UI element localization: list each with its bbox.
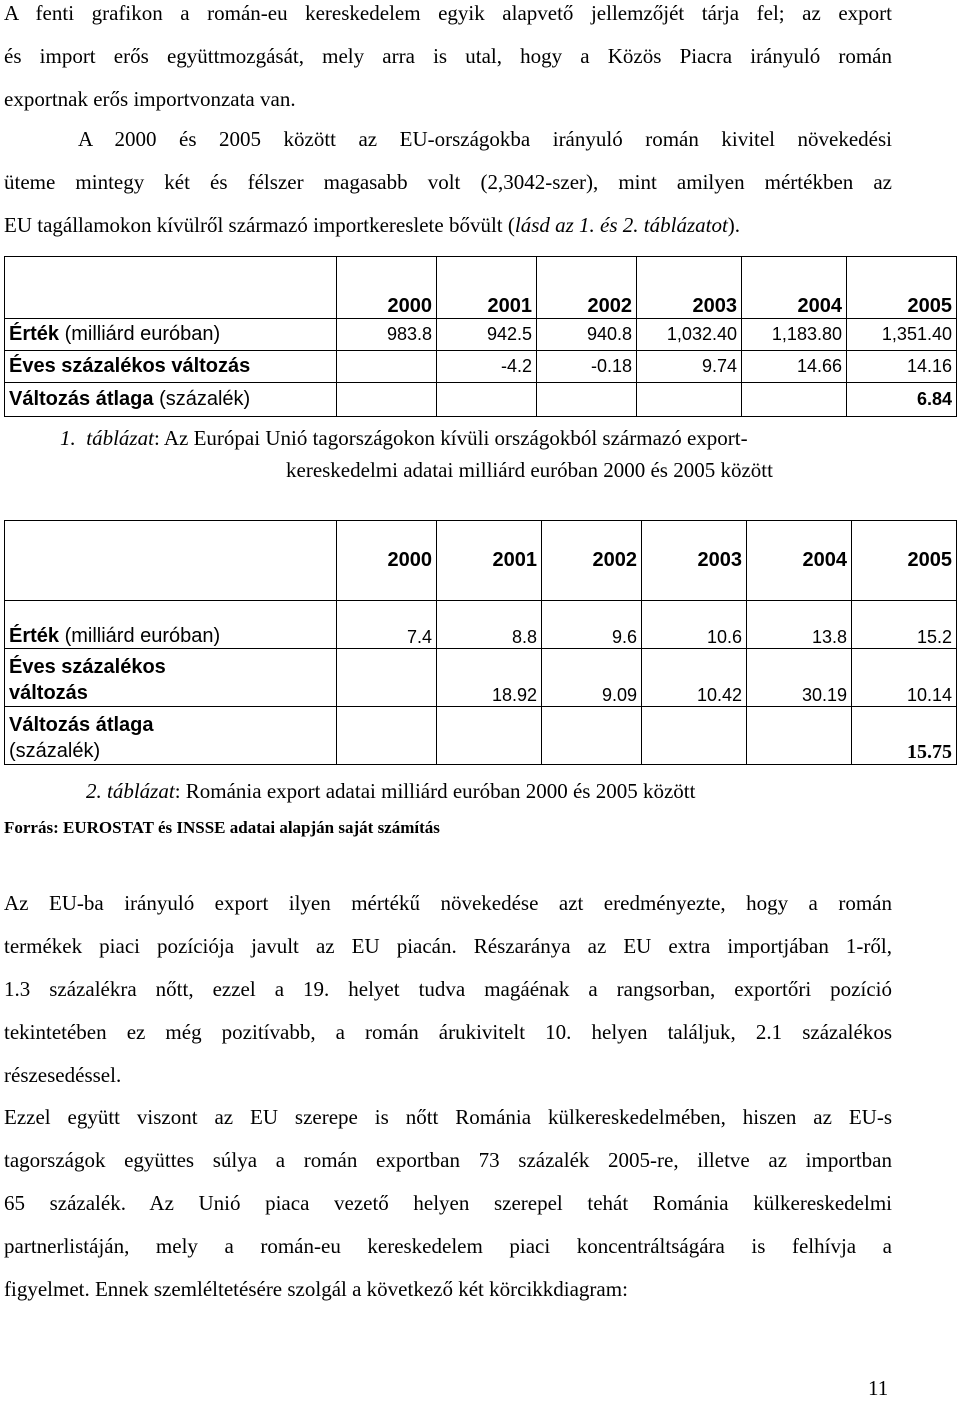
table-row <box>5 351 957 383</box>
table-cell: 14.16 <box>847 351 957 383</box>
row-label: Változás átlaga (százalék) <box>5 707 337 765</box>
table-cell <box>742 383 847 417</box>
row-label: Változás átlaga (százalék) <box>5 383 337 417</box>
table-cell: 10.42 <box>642 649 747 707</box>
text-line: partnerlistáján, mely a román-eu kereskedelem piaci koncentráltságára is felhívja a <box>4 1234 892 1258</box>
caption-line: 2. táblázat: Románia export adatai milliárd euróban 2000 és 2005 között <box>86 779 696 803</box>
table-header-row <box>5 257 957 319</box>
text-line: és import erős együttmozgását, mely arra is utal, hogy a Közös Piacra irányuló román <box>4 44 892 68</box>
table-cell: 15.75 <box>852 707 957 765</box>
year-header: 2004 <box>742 257 847 319</box>
table-cell: 10.6 <box>642 601 747 649</box>
table-cell: 9.09 <box>542 649 642 707</box>
row-label: Éves százalékos változás <box>5 351 337 383</box>
page-number: 11 <box>868 1376 889 1400</box>
table-cell: 6.84 <box>847 383 957 417</box>
table-cell <box>337 707 437 765</box>
text-line: részesedéssel. <box>4 1063 122 1087</box>
table-cell: 1,351.40 <box>847 319 957 351</box>
table-cell <box>747 707 852 765</box>
caption-line: kereskedelmi adatai milliárd euróban 2000 és 2005 között <box>286 458 773 482</box>
text-line: tekintetében ez még pozitívabb, a román árukivitelt 10. helyen találjuk, 2.1 százalékos <box>4 1020 892 1044</box>
eu-role-paragraph <box>4 1096 892 1311</box>
text-line: EU tagállamokon kívülről származó importkereslete bővült (lásd az 1. és 2. táblázatot). <box>4 213 741 237</box>
year-header: 2005 <box>847 257 957 319</box>
table-cell: 15.2 <box>852 601 957 649</box>
text-line: 65 százalék. Az Unió piaca vezető helyen szerepel tehát Románia külkereskedelmi <box>4 1191 892 1215</box>
text-line: termékek piaci pozíciója javult az EU piacán. Részaránya az EU extra importjában 1-ről, <box>4 934 892 958</box>
header-blank-cell <box>5 257 337 319</box>
text-line: A 2000 és 2005 között az EU-országokba irányuló román kivitel növekedési <box>78 127 892 151</box>
year-header: 2004 <box>747 521 852 601</box>
table-reference: lásd az 1. és 2. táblázatot <box>514 213 728 237</box>
table-cell <box>437 383 537 417</box>
text-line: Az EU-ba irányuló export ilyen mértékű növekedése azt eredményezte, hogy a román <box>4 891 892 915</box>
table-cell: 942.5 <box>437 319 537 351</box>
table-cell: -0.18 <box>537 351 637 383</box>
growth-paragraph <box>4 118 892 247</box>
table-cell <box>337 351 437 383</box>
row-label: Éves százalékos változás <box>5 649 337 707</box>
text-line: 1.3 százalékra nőtt, ezzel a 19. helyet tudva magáénak a rangsorban, exportőri pozíció <box>4 977 892 1001</box>
table-cell: -4.2 <box>437 351 537 383</box>
table-cell: 13.8 <box>747 601 852 649</box>
table-cell: 9.74 <box>637 351 742 383</box>
table1-caption <box>60 422 880 486</box>
row-label: Érték (milliárd euróban) <box>5 319 337 351</box>
table-cell: 983.8 <box>337 319 437 351</box>
intro-paragraph <box>4 0 892 121</box>
table-row <box>5 319 957 351</box>
text-line: exportnak erős importvonzata van. <box>4 87 296 111</box>
caption-line: 1. táblázat: Az Európai Unió tagországokon kívüli országokból származó export- <box>60 426 748 450</box>
table-cell: 10.14 <box>852 649 957 707</box>
year-header: 2003 <box>642 521 747 601</box>
export-growth-paragraph <box>4 882 892 1097</box>
header-blank-cell <box>5 521 337 601</box>
table-cell <box>337 649 437 707</box>
year-header: 2002 <box>542 521 642 601</box>
table-cell: 1,032.40 <box>637 319 742 351</box>
table-cell: 8.8 <box>437 601 542 649</box>
table-cell: 18.92 <box>437 649 542 707</box>
table-cell <box>337 383 437 417</box>
year-header: 2003 <box>637 257 742 319</box>
table-cell <box>437 707 542 765</box>
year-header: 2000 <box>337 521 437 601</box>
year-header: 2005 <box>852 521 957 601</box>
year-header: 2002 <box>537 257 637 319</box>
table-row <box>5 601 957 649</box>
romania-export-table <box>4 520 957 765</box>
text-line: A fenti grafikon a román-eu kereskedelem egyik alapvető jellemzőjét tárja fel; az export <box>4 1 892 25</box>
table-cell <box>642 707 747 765</box>
table-row <box>5 707 957 765</box>
table-header-row <box>5 521 957 601</box>
text-line: figyelmet. Ennek szemléltetésére szolgál a következő két körcikkdiagram: <box>4 1277 628 1301</box>
text-line: Ezzel együtt viszont az EU szerepe is nőtt Románia külkereskedelmében, hiszen az EU-s <box>4 1105 892 1129</box>
table-cell: 1,183.80 <box>742 319 847 351</box>
text-line: üteme mintegy két és félszer magasabb volt (2,3042-szer), mint amilyen mértékben az <box>4 170 892 194</box>
table-cell: 7.4 <box>337 601 437 649</box>
table-cell: 9.6 <box>542 601 642 649</box>
table-cell <box>637 383 742 417</box>
text-line: tagországok együttes súlya a román exportban 73 százalék 2005-re, illetve az importban <box>4 1148 892 1172</box>
eu-external-export-table <box>4 256 957 417</box>
table-cell: 30.19 <box>747 649 852 707</box>
table-cell: 14.66 <box>742 351 847 383</box>
row-label: Érték (milliárd euróban) <box>5 601 337 649</box>
year-header: 2001 <box>437 257 537 319</box>
table2-caption <box>86 775 886 807</box>
table-row <box>5 649 957 707</box>
year-header: 2001 <box>437 521 542 601</box>
table-cell <box>542 707 642 765</box>
table-row <box>5 383 957 417</box>
table-cell: 940.8 <box>537 319 637 351</box>
source-note: Forrás: EUROSTAT és INSSE adatai alapján saját számítás <box>4 818 440 837</box>
table-cell <box>537 383 637 417</box>
year-header: 2000 <box>337 257 437 319</box>
